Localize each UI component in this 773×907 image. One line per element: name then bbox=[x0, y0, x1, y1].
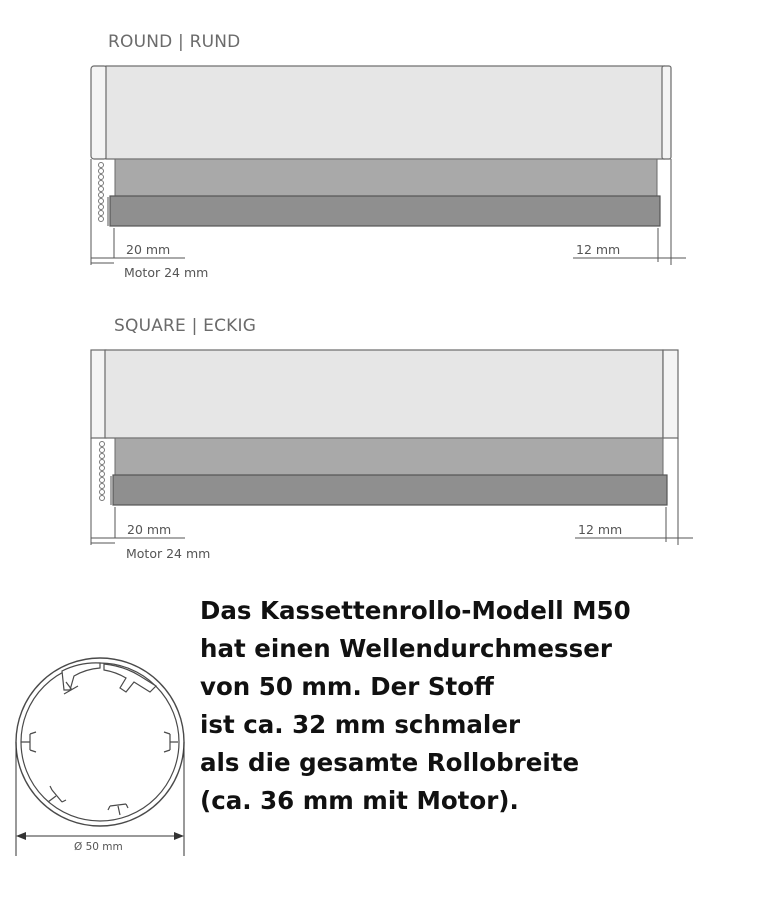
description-text bbox=[200, 592, 760, 820]
description-line: ist ca. 32 mm schmaler bbox=[200, 710, 521, 739]
round-blind-drawing bbox=[91, 66, 686, 265]
round-side-cap-left bbox=[91, 66, 107, 159]
description-line: hat einen Wellendurchmesser bbox=[200, 634, 612, 663]
description-line: als die gesamte Rollobreite bbox=[200, 748, 580, 777]
description-line: Das Kassettenrollo-Modell M50 bbox=[200, 596, 631, 625]
description-line: von 50 mm. Der Stoff bbox=[200, 672, 494, 701]
round-bottom-rail bbox=[110, 196, 660, 226]
description-line: (ca. 36 mm mit Motor). bbox=[200, 786, 519, 815]
arrow-left-icon bbox=[16, 832, 26, 840]
square-section-title: SQUARE | ECKIG bbox=[114, 316, 257, 336]
round-section-title: ROUND | RUND bbox=[108, 32, 241, 52]
round-dim-right: 12 mm bbox=[576, 242, 621, 257]
square-fabric bbox=[115, 438, 663, 475]
round-cassette-body bbox=[106, 66, 664, 159]
round-chain-icon bbox=[99, 163, 104, 222]
square-cassette-body bbox=[105, 350, 663, 438]
round-dim-motor: Motor 24 mm bbox=[124, 265, 209, 280]
square-dim-left: 20 mm bbox=[127, 522, 172, 537]
square-dim-motor: Motor 24 mm bbox=[126, 546, 211, 561]
round-side-cap-right bbox=[662, 66, 671, 159]
round-fabric bbox=[115, 159, 657, 196]
tube-diameter-label: Ø 50 mm bbox=[74, 841, 123, 853]
square-side-cap-left bbox=[91, 350, 106, 438]
arrow-right-icon bbox=[174, 832, 184, 840]
tube-cross-section bbox=[16, 658, 184, 856]
round-dim-left: 20 mm bbox=[126, 242, 171, 257]
square-bottom-rail bbox=[113, 475, 667, 505]
square-side-cap-right bbox=[663, 350, 678, 438]
square-dim-right: 12 mm bbox=[578, 522, 623, 537]
square-blind-drawing bbox=[91, 350, 693, 545]
square-chain-icon bbox=[100, 442, 105, 501]
